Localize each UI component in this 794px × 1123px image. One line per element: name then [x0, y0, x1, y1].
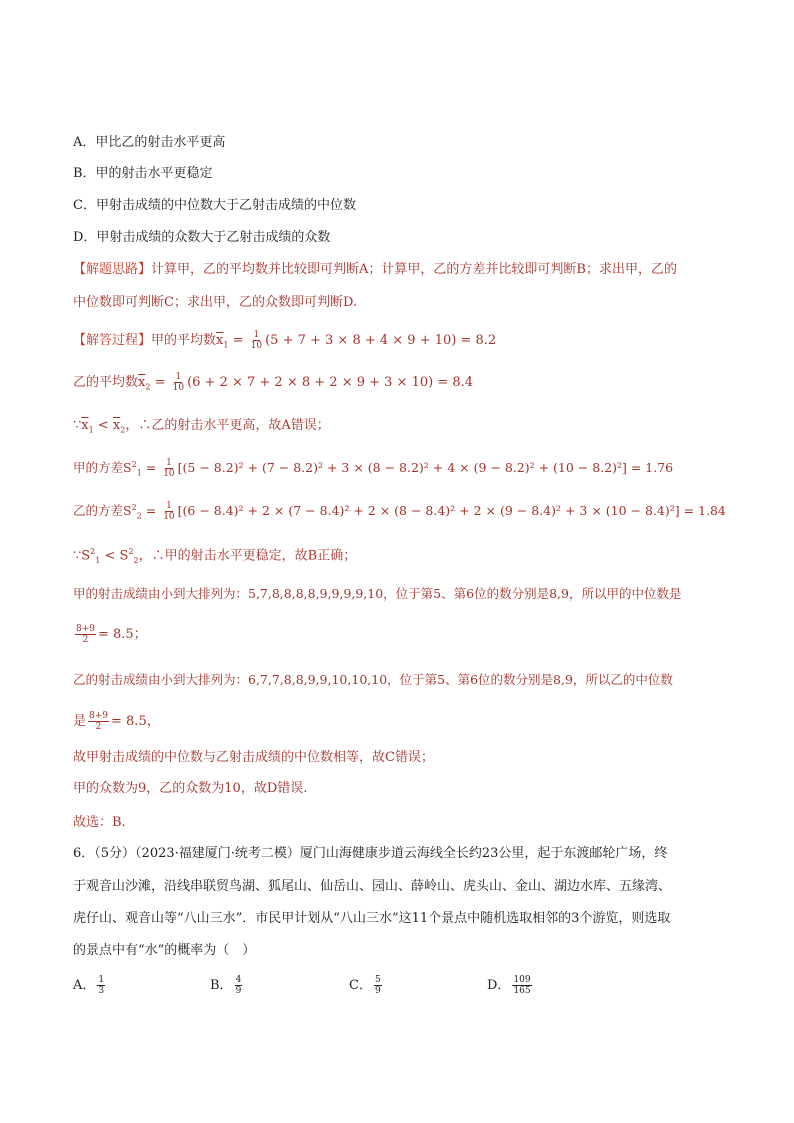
- median-b-line-2: 是 $\frac{8+9}{2}$ = 8.5，: [73, 711, 160, 732]
- mean-compare-line: $\because\overline{x}_1 < \overline{x}_2$，∴乙的射击水平更高，故A错误；: [73, 418, 330, 435]
- median-b-line-1: 乙的射击成绩由小到大排列为：6,7,7,8,8,9,9,10,10,10，位于第5、第6位的数分别是8,9，所以乙的中位数: [73, 672, 673, 687]
- median-a-line-1: 甲的射击成绩由小到大排列为：5,7,8,8,8,8,9,9,9,9,10，位于第5、第6位的数分别是8,9，所以甲的中位数是: [73, 586, 682, 601]
- option-d: D．甲射击成绩的众数大于乙射击成绩的众数: [73, 230, 331, 245]
- option-c: C．甲射击成绩的中位数大于乙射击成绩的中位数: [73, 198, 356, 213]
- fraction-one-tenth: $\frac{1}{10}$: [163, 458, 175, 480]
- median-a-line-2: $\frac{8+9}{2}$ = 8.5；: [76, 624, 147, 645]
- question6-option-d: D． $\frac{109}{165}$: [487, 975, 531, 996]
- question6-line-4: 的景点中有“水”的概率为（ ）: [73, 943, 256, 958]
- question6-line-2: 于观音山沙滩，沿线串联贸鸟湖、狐尾山、仙岳山、园山、薛岭山、虎头山、金山、湖边水库、五缘湾、: [73, 879, 672, 894]
- question6-line-3: 虎仔山、观音山等“八山三水”．市民甲计划从“八山三水”这11个景点中随机选取相邻的3个游览，则选取: [73, 911, 671, 926]
- idea-tag: 【解题思路】: [73, 262, 152, 277]
- question6-option-c: C． $\frac{5}{9}$: [349, 975, 381, 996]
- fraction-one-tenth: $\frac{1}{10}$: [172, 372, 185, 393]
- variance-a-line: 甲的方差$S^2_1$ = $\frac{1}{10}$ [(5 − 8.2)² + (7 − 8.2)² + 3 × (8 − 8.2)² + 4 × (9 − 8.2)² + (10 − 8.2)²] = 1.76: [73, 458, 674, 480]
- question6-line-1: 6．（5分）（2023·福建厦门·统考二模）厦门山海健康步道云海线全长约23公里，起于东渡邮轮广场，终: [73, 846, 668, 861]
- solution-idea-line-2: 中位数即可判断C；求出甲，乙的众数即可判断D.: [73, 295, 358, 310]
- variance-b-line: 乙的方差$S^2_2$ = $\frac{1}{10}$ [(6 − 8.4)² + 2 × (7 − 8.4)² + 2 × (8 − 8.4)² + 2 × (9 − 8.4)² + 3 × (10 − 8.4)²] = 1.84: [73, 501, 726, 523]
- fraction-eight-plus-nine-over-two: $\frac{8+9}{2}$: [89, 711, 109, 732]
- mean-a-line: 【解答过程】甲的平均数$\overline{x}_1$ = $\frac{1}{10}$ (5 + 7 + 3 × 8 + 4 × 9 + 10) = 8.2: [73, 330, 497, 351]
- fraction-one-tenth: $\frac{1}{10}$: [250, 330, 263, 351]
- variance-compare-line: $\because S^2_1 < S^2_2$，∴甲的射击水平更稳定，故B正确；: [73, 547, 357, 565]
- solution-idea-line-1: 【解题思路】计算甲，乙的平均数并比较即可判断A；计算甲，乙的方差并比较即可判断B；求出甲，乙的: [73, 262, 677, 277]
- mode-conclusion: 甲的众数为9，乙的众数为10，故D错误.: [73, 781, 308, 796]
- fraction-one-tenth: $\frac{1}{10}$: [163, 501, 175, 523]
- option-a: A．甲比乙的射击水平更高: [73, 135, 226, 150]
- question6-option-b: B． $\frac{4}{9}$: [210, 975, 242, 996]
- option-b: B．甲的射击水平更稳定: [73, 166, 213, 181]
- mean-b-line: 乙的平均数$\overline{x}_2$ = $\frac{1}{10}$ (6 + 2 × 7 + 2 × 8 + 2 × 9 + 3 × 10) = 8.4: [73, 372, 474, 393]
- answer-line: 故选：B.: [73, 815, 126, 830]
- fraction-eight-plus-nine-over-two: $\frac{8+9}{2}$: [76, 624, 95, 645]
- process-tag: 【解答过程】: [73, 333, 152, 348]
- median-conclusion: 故甲射击成绩的中位数与乙射击成绩的中位数相等，故C错误；: [73, 750, 434, 765]
- question6-option-a: A． $\frac{1}{3}$: [73, 975, 105, 996]
